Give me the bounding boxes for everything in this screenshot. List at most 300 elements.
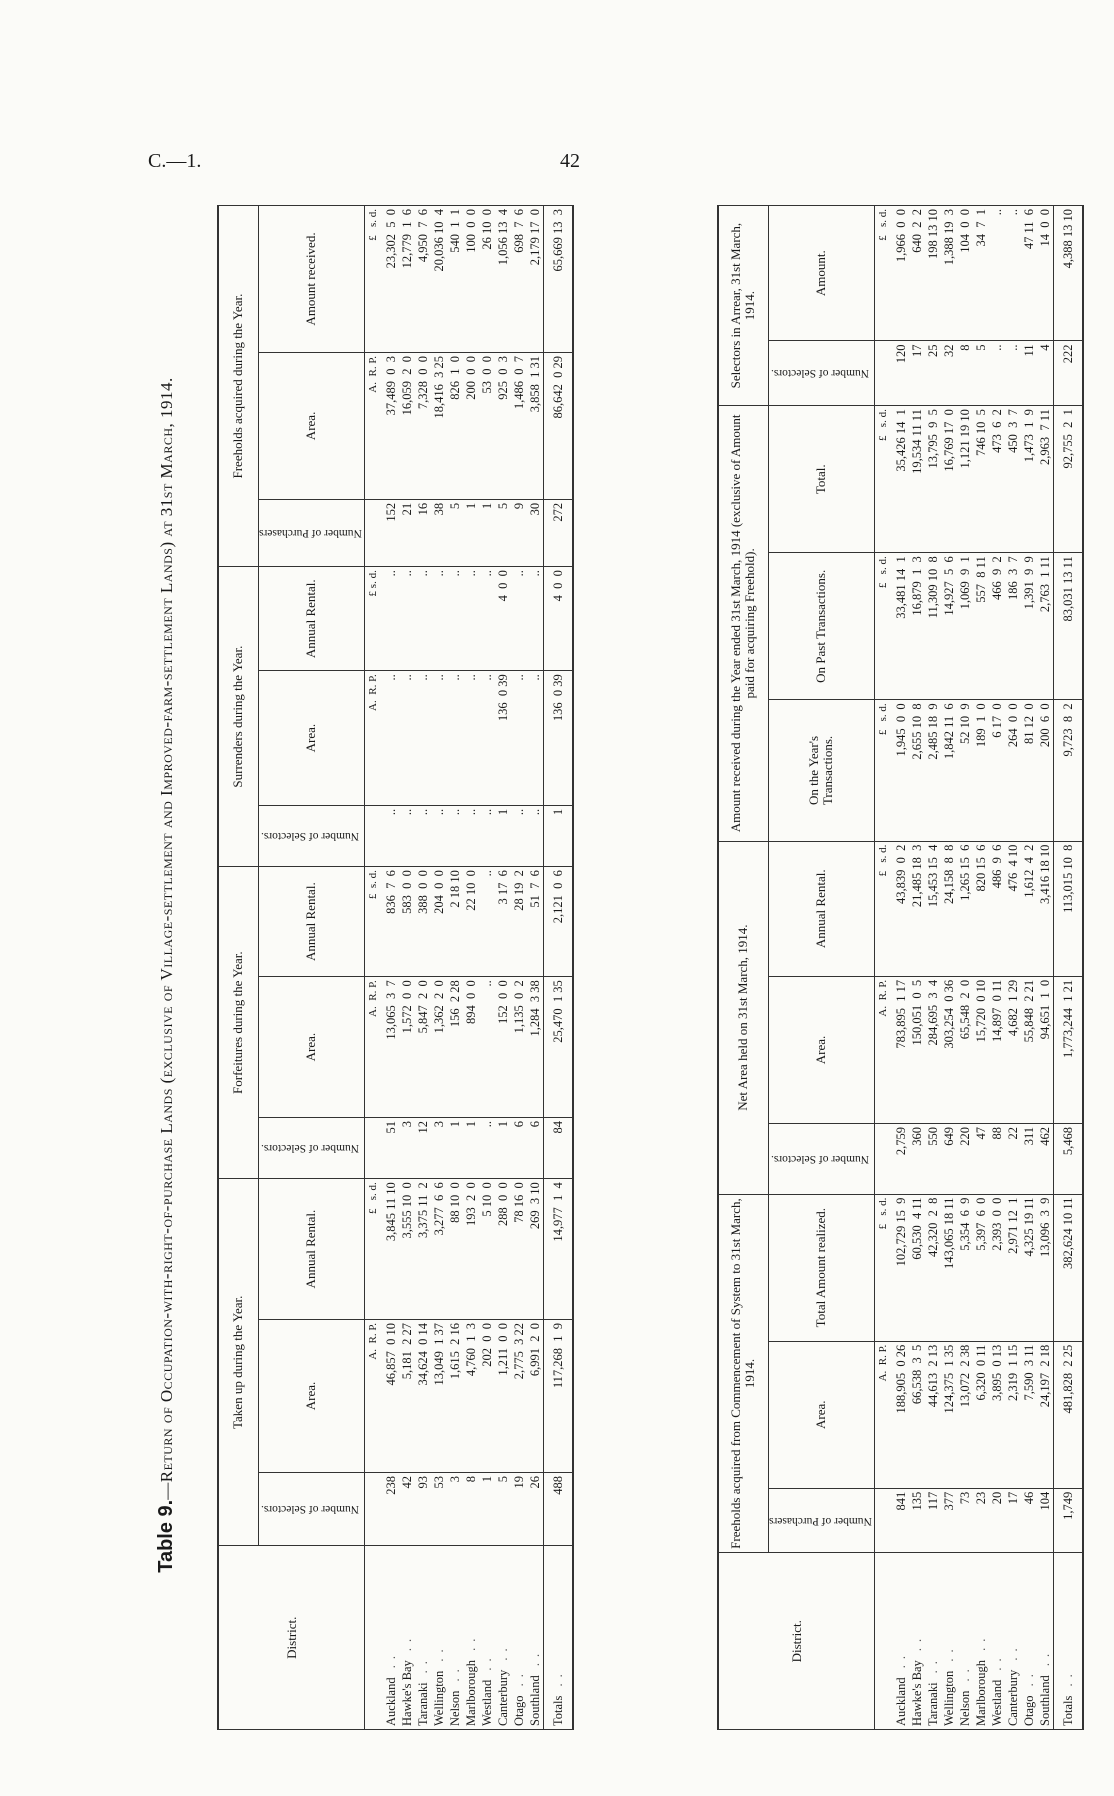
hdr-s-rental: Annual Rental. [258, 567, 365, 671]
p1-cell-s-rent: .. [415, 567, 431, 671]
p2-cell-district: Taranaki .. [925, 1553, 941, 1730]
p1-cell-f-area: 894 0 0 [463, 977, 479, 1118]
hdr-fh-amount: Amount received. [258, 206, 365, 353]
hdr-f-rental: Annual Rental. [258, 867, 365, 977]
p2-cell-district: Westland .. [989, 1553, 1005, 1730]
p2-cell-y-tx: 264 0 0 [1005, 700, 1021, 841]
district-name: Auckland [893, 1677, 908, 1726]
p2-cell-y-tx: 2,485 18 9 [925, 700, 941, 841]
p1-cell-f-sel: 3 [399, 1118, 415, 1179]
p1-cell-f-rent: 2 18 10 [447, 867, 463, 977]
p1-cell-s-area: .. [479, 671, 495, 806]
p1-cell-s-sel: .. [431, 805, 447, 866]
p1-cell-f-rent: 583 0 0 [399, 867, 415, 977]
p2-cell-p-tx: 11,309 10 8 [925, 553, 941, 700]
p2-cell-p-tx: 2,763 1 11 [1037, 553, 1054, 700]
p2-cell-n-sel: 311 [1021, 1124, 1037, 1195]
p1-cell-s-rent: .. [431, 567, 447, 671]
table-row [381, 206, 399, 1730]
hdr-t-area: Area. [258, 1319, 365, 1472]
p2-cell-c-area: 7,590 3 11 [1021, 1341, 1037, 1488]
p2-cell-n-rent: 3,416 18 10 [1037, 841, 1054, 976]
p2-cell-p-tx: 83,031 13 11 [1053, 553, 1083, 700]
p1-cell-s-rent: .. [463, 567, 479, 671]
p1-cell-f-sel: 1 [495, 1118, 511, 1179]
district-name: Southland [1037, 1675, 1052, 1726]
p1-cell-district: Taranaki .. [415, 1546, 431, 1730]
p1-cell-s-area: .. [527, 671, 544, 806]
p1-totals-row [543, 206, 573, 1730]
p2-totals-row [1053, 206, 1083, 1730]
p2-cell-n-area: 65,548 2 0 [957, 976, 973, 1123]
table-row [1021, 206, 1037, 1730]
p1-cell-fh-amt: 65,669 13 3 [543, 206, 573, 353]
rotated-table-area [155, 205, 1114, 1745]
p2-cell-a-sel: .. [989, 341, 1005, 406]
p2-cell-c-pur: 104 [1037, 1488, 1054, 1553]
p1-cell-s-sel: .. [399, 805, 415, 866]
p1-cell-f-sel: 3 [431, 1118, 447, 1179]
p1-cell-s-sel: .. [463, 805, 479, 866]
table-row [415, 206, 431, 1730]
p1-cell-s-sel: 1 [495, 805, 511, 866]
hdr2-c-total: Total Amount realized. [768, 1194, 875, 1341]
p2-cell-tot: 746 10 5 [973, 406, 989, 553]
p1-cell-t-rent: 5 10 0 [479, 1179, 495, 1320]
hdr-freeholds: Freeholds acquired during the Year. [218, 206, 258, 567]
p1-cell-f-area: 13,065 3 7 [381, 977, 399, 1118]
p2-cell-c-amt: 2,393 0 0 [989, 1194, 1005, 1341]
p1-cell-fh-amt: 2,179 17 0 [527, 206, 544, 353]
p1-cell-s-rent: 4 0 0 [495, 567, 511, 671]
p1-cell-s-rent: .. [381, 567, 399, 671]
table-title-text: —Return of Occupation-with-right-of-purchase Lands (exclusive of Village-settlement and Improved-farm-settlement Lands) at 31st March, 1914. [157, 377, 176, 1500]
p2-cell-tot: 1,121 19 10 [957, 406, 973, 553]
p1-cell-s-area: .. [415, 671, 431, 806]
p2-cell-n-area: 94,651 1 0 [1037, 976, 1054, 1123]
p1-cell-district: Marlborough .. [463, 1546, 479, 1730]
table-row [431, 206, 447, 1730]
p2-cell-district: Southland .. [1037, 1553, 1054, 1730]
p2-cell-tot: 92,755 2 1 [1053, 406, 1083, 553]
p1-cell-t-sel: 3 [447, 1472, 463, 1545]
hdr2-a-selectors: Number of Selectors. [768, 341, 875, 406]
p1-cell-t-rent: 288 0 0 [495, 1179, 511, 1320]
p1-cell-fh-pur: 21 [399, 499, 415, 566]
p1-cell-fh-pur: 30 [527, 499, 544, 566]
p2-cell-a-sel: 4 [1037, 341, 1054, 406]
p2-cell-n-rent: 486 9 6 [989, 841, 1005, 976]
p2-cell-a-amt: 34 7 1 [973, 206, 989, 341]
table-row [957, 206, 973, 1730]
page-series: C.—1. [148, 150, 202, 172]
p1-cell-t-rent: 3,375 11 2 [415, 1179, 431, 1320]
p1-cell-fh-area: 18,416 3 25 [431, 352, 447, 499]
p2-cell-y-tx: 2,655 10 8 [909, 700, 925, 841]
p1-cell-s-sel: 1 [543, 805, 573, 866]
p1-cell-district: Southland .. [527, 1546, 544, 1730]
p2-cell-y-tx: 1,842 11 6 [941, 700, 957, 841]
hdr2-c-area: Area. [768, 1341, 875, 1488]
p1-cell-fh-pur: 1 [463, 499, 479, 566]
table-row [447, 206, 463, 1730]
p2-cell-a-amt: .. [1005, 206, 1021, 341]
district-name: Otago [1021, 1695, 1036, 1726]
p2-cell-c-pur: 1,749 [1053, 1488, 1083, 1553]
p2-cell-c-area: 2,319 1 15 [1005, 1341, 1021, 1488]
p1-cell-district: Totals .. [543, 1546, 573, 1730]
p2-cell-n-sel: 22 [1005, 1124, 1021, 1195]
hdr-district: District. [218, 1546, 365, 1730]
p1-cell-s-area: .. [431, 671, 447, 806]
hdr-s-area: Area. [258, 671, 365, 806]
p1-cell-s-rent: .. [511, 567, 527, 671]
p1-cell-s-rent: .. [399, 567, 415, 671]
p2-cell-c-amt: 13,096 3 9 [1037, 1194, 1054, 1341]
p2-cell-tot: 16,769 17 0 [941, 406, 957, 553]
p2-cell-c-area: 24,197 2 18 [1037, 1341, 1054, 1488]
p1-cell-s-sel: .. [527, 805, 544, 866]
district-name: Otago [511, 1695, 526, 1726]
table-row [511, 206, 527, 1730]
p1-cell-district: Otago .. [511, 1546, 527, 1730]
p2-cell-c-amt: 2,971 12 1 [1005, 1194, 1021, 1341]
p2-cell-tot: 450 3 7 [1005, 406, 1021, 553]
table-title [155, 205, 215, 1745]
p2-cell-c-area: 481,828 2 25 [1053, 1341, 1083, 1488]
p1-cell-fh-area: 37,489 0 3 [381, 352, 399, 499]
p2-cell-a-sel: 32 [941, 341, 957, 406]
p1-cell-s-sel: .. [381, 805, 399, 866]
p2-cell-n-area: 150,051 0 5 [909, 976, 925, 1123]
p1-cell-f-area: 1,135 0 2 [511, 977, 527, 1118]
district-name: Totals [550, 1695, 565, 1726]
table-row [463, 206, 479, 1730]
p2-cell-n-sel: 462 [1037, 1124, 1054, 1195]
district-name: Southland [527, 1675, 542, 1726]
p2-cell-a-sel: 17 [909, 341, 925, 406]
hdr2-district: District. [718, 1553, 875, 1730]
hdr2-freeholds-commencement: Freeholds acquired from Commencement of System to 31st March, 1914. [718, 1194, 768, 1553]
table-row [1005, 206, 1021, 1730]
hdr-fh-area: Area. [258, 352, 365, 499]
p2-cell-a-amt: 4,388 13 10 [1053, 206, 1083, 341]
p2-cell-n-area: 55,848 2 21 [1021, 976, 1037, 1123]
p1-cell-fh-area: 16,059 2 0 [399, 352, 415, 499]
p1-cell-district: Westland .. [479, 1546, 495, 1730]
district-name: Canterbury [1005, 1669, 1020, 1726]
p2-cell-a-sel: 222 [1053, 341, 1083, 406]
p1-cell-t-rent: 78 16 0 [511, 1179, 527, 1320]
p2-cell-a-sel: 11 [1021, 341, 1037, 406]
p1-cell-district: Auckland .. [381, 1546, 399, 1730]
district-name: Hawke's Bay [909, 1660, 924, 1726]
p2-cell-n-sel: 360 [909, 1124, 925, 1195]
p1-cell-fh-area: 53 0 0 [479, 352, 495, 499]
hdr2-arrear: Selectors in Arrear, 31st March, 1914. [718, 206, 768, 406]
p1-cell-fh-amt: 100 0 0 [463, 206, 479, 353]
p1-cell-t-area: 46,857 0 10 [381, 1319, 399, 1472]
hdr-forfeitures: Forfeitures during the Year. [218, 867, 258, 1179]
p2-cell-c-pur: 377 [941, 1488, 957, 1553]
p1-cell-f-rent: 51 7 6 [527, 867, 544, 977]
p1-cell-f-area: 5,847 2 0 [415, 977, 431, 1118]
p2-cell-c-pur: 117 [925, 1488, 941, 1553]
hdr2-net-area: Net Area held on 31st March, 1914. [718, 841, 768, 1194]
p2-cell-n-rent: 15,453 15 4 [925, 841, 941, 976]
p2-cell-a-amt: 640 2 2 [909, 206, 925, 341]
p2-cell-n-rent: 1,612 4 2 [1021, 841, 1037, 976]
p1-cell-f-sel: 6 [527, 1118, 544, 1179]
p2-cell-p-tx: 16,879 1 3 [909, 553, 925, 700]
p2-cell-district: Totals .. [1053, 1553, 1083, 1730]
hdr2-year-tx: On the Year's Transactions. [768, 700, 875, 841]
p1-cell-s-rent: .. [527, 567, 544, 671]
p1-cell-t-sel: 8 [463, 1472, 479, 1545]
p2-cell-c-amt: 102,729 15 9 [891, 1194, 909, 1341]
p1-cell-fh-pur: 272 [543, 499, 573, 566]
p2-cell-y-tx: 189 1 0 [973, 700, 989, 841]
table-row [925, 206, 941, 1730]
p1-cell-fh-amt: 1,056 13 4 [495, 206, 511, 353]
p1-cell-fh-pur: 9 [511, 499, 527, 566]
p2-cell-y-tx: 200 6 0 [1037, 700, 1054, 841]
p1-cell-fh-amt: 26 10 0 [479, 206, 495, 353]
p2-cell-a-sel: 120 [891, 341, 909, 406]
p2-cell-p-tx: 1,391 9 9 [1021, 553, 1037, 700]
p2-cell-n-area: 15,720 0 10 [973, 976, 989, 1123]
table-row [527, 206, 544, 1730]
district-name: Nelson [447, 1690, 462, 1726]
p2-cell-c-pur: 46 [1021, 1488, 1037, 1553]
table-row [973, 206, 989, 1730]
p1-cell-f-sel: 1 [463, 1118, 479, 1179]
district-name: Westland [479, 1679, 494, 1726]
p1-cell-t-rent: 269 3 10 [527, 1179, 544, 1320]
p2-cell-p-tx: 14,927 5 6 [941, 553, 957, 700]
p2-cell-n-sel: 550 [925, 1124, 941, 1195]
units-row: A. R. P. £ s. d. A. R. P. £ s. d. A. R. P. £ s. d. A. R. P. £ s. d. [365, 206, 381, 1730]
p2-cell-tot: 473 6 2 [989, 406, 1005, 553]
p1-cell-fh-amt: 23,302 5 0 [381, 206, 399, 353]
hdr-s-selectors: Number of Selectors. [258, 805, 365, 866]
p1-cell-t-sel: 488 [543, 1472, 573, 1545]
p1-cell-t-area: 4,760 1 3 [463, 1319, 479, 1472]
p2-cell-a-amt: 198 13 10 [925, 206, 941, 341]
p1-cell-s-area: .. [447, 671, 463, 806]
district-name: Westland [989, 1679, 1004, 1726]
p1-cell-fh-pur: 1 [479, 499, 495, 566]
table-row [495, 206, 511, 1730]
table-row [891, 206, 909, 1730]
p2-cell-a-amt: 104 0 0 [957, 206, 973, 341]
hdr2-a-amount: Amount. [768, 206, 875, 341]
p1-cell-fh-amt: 540 1 1 [447, 206, 463, 353]
p2-cell-c-area: 44,613 2 13 [925, 1341, 941, 1488]
p1-cell-t-area: 6,991 2 0 [527, 1319, 544, 1472]
p1-cell-fh-area: 925 0 3 [495, 352, 511, 499]
p1-cell-t-sel: 238 [381, 1472, 399, 1545]
hdr2-total: Total. [768, 406, 875, 553]
p1-cell-fh-area: 1,486 0 7 [511, 352, 527, 499]
table-row [989, 206, 1005, 1730]
p2-cell-n-rent: 1,265 15 6 [957, 841, 973, 976]
p1-cell-f-rent: 28 19 2 [511, 867, 527, 977]
district-name: Wellington [431, 1670, 446, 1726]
p2-cell-c-pur: 135 [909, 1488, 925, 1553]
p2-cell-n-sel: 220 [957, 1124, 973, 1195]
p1-cell-t-area: 1,211 0 0 [495, 1319, 511, 1472]
district-name: Taranaki [925, 1682, 940, 1726]
hdr-t-selectors: Number of Selectors. [258, 1472, 365, 1545]
p1-cell-t-rent: 193 2 0 [463, 1179, 479, 1320]
p2-cell-n-area: 4,682 1 29 [1005, 976, 1021, 1123]
p1-cell-district: Wellington .. [431, 1546, 447, 1730]
p1-cell-fh-pur: 5 [495, 499, 511, 566]
p2-cell-a-sel: .. [1005, 341, 1021, 406]
p2-cell-tot: 19,534 11 11 [909, 406, 925, 553]
table-row [479, 206, 495, 1730]
p1-cell-fh-area: 3,858 1 31 [527, 352, 544, 499]
p2-cell-c-amt: 382,624 10 11 [1053, 1194, 1083, 1341]
p1-cell-district: Hawke's Bay .. [399, 1546, 415, 1730]
p1-cell-f-sel: .. [479, 1118, 495, 1179]
p2-cell-tot: 35,426 14 1 [891, 406, 909, 553]
p1-cell-s-rent: .. [479, 567, 495, 671]
p1-cell-fh-amt: 4,950 7 6 [415, 206, 431, 353]
p1-cell-t-area: 117,268 1 9 [543, 1319, 573, 1472]
hdr-t-rental: Annual Rental. [258, 1179, 365, 1320]
p1-cell-fh-area: 200 0 0 [463, 352, 479, 499]
district-name: Marlborough [973, 1660, 988, 1726]
p2-cell-district: Wellington .. [941, 1553, 957, 1730]
p2-cell-n-sel: 649 [941, 1124, 957, 1195]
p1-cell-s-area: 136 0 39 [495, 671, 511, 806]
p2-cell-n-sel: 47 [973, 1124, 989, 1195]
p1-cell-s-area: .. [381, 671, 399, 806]
p2-cell-c-area: 188,905 0 26 [891, 1341, 909, 1488]
p2-cell-c-pur: 20 [989, 1488, 1005, 1553]
p2-cell-tot: 2,963 7 11 [1037, 406, 1054, 553]
p1-cell-fh-pur: 16 [415, 499, 431, 566]
p2-cell-tot: 13,795 9 5 [925, 406, 941, 553]
hdr-fh-purchasers: Number of Purchasers [258, 499, 365, 566]
p1-cell-t-area: 1,615 2 16 [447, 1319, 463, 1472]
p1-cell-district: Nelson .. [447, 1546, 463, 1730]
p2-cell-tot: 1,473 1 9 [1021, 406, 1037, 553]
p1-cell-s-sel: .. [511, 805, 527, 866]
p1-cell-f-area: .. [479, 977, 495, 1118]
p2-cell-y-tx: 52 10 9 [957, 700, 973, 841]
p1-cell-s-sel: .. [479, 805, 495, 866]
p1-cell-s-area: .. [463, 671, 479, 806]
district-name: Wellington [941, 1670, 956, 1726]
p2-cell-n-sel: 2,759 [891, 1124, 909, 1195]
district-name: Canterbury [495, 1669, 510, 1726]
p2-cell-c-area: 124,375 1 35 [941, 1341, 957, 1488]
p1-cell-t-sel: 5 [495, 1472, 511, 1545]
p1-cell-f-area: 152 0 0 [495, 977, 511, 1118]
p1-cell-s-rent: .. [447, 567, 463, 671]
p1-cell-f-rent: 3 17 6 [495, 867, 511, 977]
p2-cell-p-tx: 466 9 2 [989, 553, 1005, 700]
p2-cell-n-rent: 24,158 8 8 [941, 841, 957, 976]
p1-cell-f-sel: 84 [543, 1118, 573, 1179]
table-part-2 [717, 205, 1084, 1730]
p1-cell-s-area: .. [399, 671, 415, 806]
hdr-surrenders: Surrenders during the Year. [218, 567, 258, 867]
p1-cell-fh-pur: 38 [431, 499, 447, 566]
p2-cell-p-tx: 1,069 9 1 [957, 553, 973, 700]
p2-cell-c-amt: 42,320 2 8 [925, 1194, 941, 1341]
table-row [941, 206, 957, 1730]
p2-cell-a-sel: 25 [925, 341, 941, 406]
p2-cell-y-tx: 9,723 8 2 [1053, 700, 1083, 841]
p1-cell-t-sel: 93 [415, 1472, 431, 1545]
p2-cell-c-area: 13,072 2 38 [957, 1341, 973, 1488]
p2-cell-c-amt: 60,530 4 11 [909, 1194, 925, 1341]
hdr2-past-tx: On Past Transactions. [768, 553, 875, 700]
p1-cell-f-area: 1,572 0 0 [399, 977, 415, 1118]
p2-cell-n-area: 1,773,244 1 21 [1053, 976, 1083, 1123]
p1-cell-t-rent: 3,277 6 6 [431, 1179, 447, 1320]
p2-cell-n-sel: 5,468 [1053, 1124, 1083, 1195]
hdr2-c-purchasers: Number of Purchasers [768, 1488, 875, 1553]
district-name: Marlborough [463, 1660, 478, 1726]
p1-cell-fh-area: 86,642 0 29 [543, 352, 573, 499]
p1-cell-t-area: 13,049 1 37 [431, 1319, 447, 1472]
p2-cell-district: Otago .. [1021, 1553, 1037, 1730]
p2-cell-n-area: 303,254 0 36 [941, 976, 957, 1123]
p1-cell-s-sel: .. [415, 805, 431, 866]
p2-cell-district: Nelson .. [957, 1553, 973, 1730]
p1-cell-s-area: .. [511, 671, 527, 806]
p1-cell-t-rent: 88 10 0 [447, 1179, 463, 1320]
p1-cell-fh-amt: 20,036 10 4 [431, 206, 447, 353]
p1-cell-t-rent: 3,555 10 0 [399, 1179, 415, 1320]
p2-cell-p-tx: 33,481 14 1 [891, 553, 909, 700]
hdr-f-area: Area. [258, 977, 365, 1118]
p1-cell-t-sel: 53 [431, 1472, 447, 1545]
hdr2-amount-received: Amount received during the Year ended 31st March, 1914 (exclusive of Amount paid for acquiring Freehold). [718, 406, 768, 841]
p1-cell-t-sel: 19 [511, 1472, 527, 1545]
table-row [399, 206, 415, 1730]
p1-cell-fh-pur: 152 [381, 499, 399, 566]
p2-cell-n-area: 783,895 1 17 [891, 976, 909, 1123]
p2-cell-c-pur: 841 [891, 1488, 909, 1553]
p1-cell-f-area: 156 2 28 [447, 977, 463, 1118]
p2-cell-a-amt: .. [989, 206, 1005, 341]
hdr-taken-up: Taken up during the Year. [218, 1179, 258, 1546]
hdr-f-selectors: Number of Selectors. [258, 1118, 365, 1179]
p2-cell-n-rent: 113,015 10 8 [1053, 841, 1083, 976]
p2-cell-a-amt: 14 0 0 [1037, 206, 1054, 341]
p2-cell-a-amt: 47 11 6 [1021, 206, 1037, 341]
p1-cell-t-rent: 3,845 11 10 [381, 1179, 399, 1320]
p2-cell-district: Canterbury .. [1005, 1553, 1021, 1730]
p2-cell-district: Hawke's Bay .. [909, 1553, 925, 1730]
p1-cell-t-area: 34,624 0 14 [415, 1319, 431, 1472]
p1-cell-f-rent: 836 7 6 [381, 867, 399, 977]
p2-cell-district: Marlborough .. [973, 1553, 989, 1730]
page-number: 42 [560, 150, 580, 172]
p1-cell-t-sel: 42 [399, 1472, 415, 1545]
p2-cell-c-area: 6,320 0 11 [973, 1341, 989, 1488]
p1-cell-f-sel: 12 [415, 1118, 431, 1179]
p1-cell-f-area: 1,362 2 0 [431, 977, 447, 1118]
p2-cell-n-sel: 88 [989, 1124, 1005, 1195]
p1-cell-t-area: 2,775 3 22 [511, 1319, 527, 1472]
